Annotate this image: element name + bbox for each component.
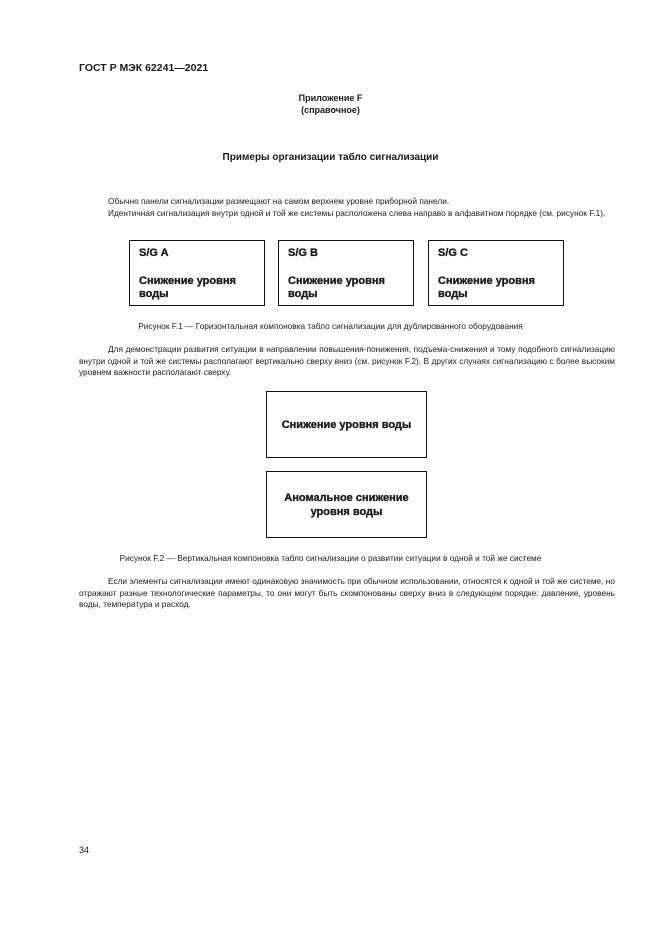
annex-title: Приложение F — [298, 93, 363, 103]
paragraph-2 — [79, 344, 615, 379]
paragraph-1 — [79, 196, 615, 219]
section-title: Примеры организации табло сигнализации — [222, 152, 439, 163]
panel-text: Снижение уровня воды — [288, 275, 385, 300]
alarm-panel-sg-b — [278, 240, 414, 306]
panel-code: S/G A — [139, 247, 169, 259]
alarm-box-low-level — [266, 391, 427, 458]
paragraph-3-text: Если элементы сигнализации имеют одинаковую значимость при обычном использовании, относятся к одной и той же системе, но отражают разные технологические параметры, то они могут быть скомпонованы сверху вниз в следующем порядке: давление, уровень воды, температура и расход. — [79, 576, 615, 609]
paragraph-2-text: Для демонстрации развития ситуации в направлении повышения-понижения, подъема-снижения и тому подобного сигнализацию внутри одной и той же системы располагают вертикально сверху вниз (см. рисунок F.2). В других случаях сигнализацию с более высоким уровнем важности располагают сверху. — [79, 344, 615, 377]
figure-2-caption: Рисунок F.2 — Вертикальная компоновка табло сигнализации о развитии ситуации в одной и той же системе — [119, 553, 542, 563]
annex-kind: (справочное) — [301, 105, 360, 115]
panel-text: Снижение уровня воды — [139, 275, 236, 300]
alarm-panel-sg-a — [129, 240, 265, 306]
figure-1-caption: Рисунок F.1 — Горизонтальная компоновка табло сигнализации для дублированного оборудования — [138, 321, 523, 331]
alarm-box-text: Снижение уровня воды — [281, 418, 412, 431]
page-number: 34 — [79, 845, 90, 855]
panel-text: Снижение уровня воды — [438, 275, 535, 300]
alarm-panel-sg-c — [428, 240, 564, 306]
panel-code: S/G C — [438, 247, 468, 259]
document-header: ГОСТ Р МЭК 62241—2021 — [79, 62, 209, 74]
paragraph-3 — [79, 576, 615, 611]
paragraph-1-line-1: Обычно панели сигнализации размещают на самом верхнем уровне приборной панели. — [108, 196, 450, 206]
paragraph-1-line-2: Идентичная сигнализация внутри одной и той же системы расположена слева направо в алфавитном порядке (см. рисунок F.1). — [108, 207, 606, 218]
alarm-box-abnormal-low-level — [266, 471, 427, 538]
panel-code: S/G B — [288, 247, 318, 259]
annex-heading — [0, 92, 661, 116]
alarm-box-text: Аномальное снижение уровня воды — [284, 491, 409, 518]
